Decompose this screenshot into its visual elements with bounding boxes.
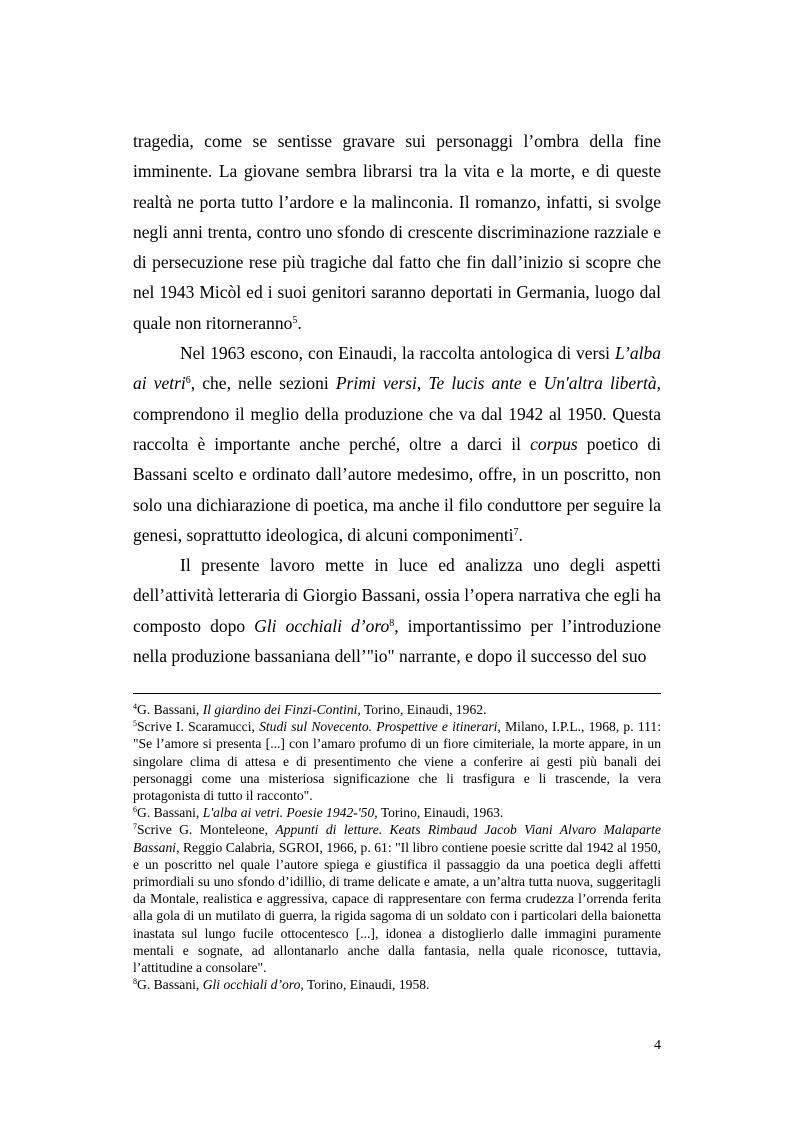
italic-title: L'alba ai vetri. Poesie 1942-'50 (202, 805, 375, 821)
italic-title: Studi sul Novecento. Prospettive e itinerari (259, 719, 498, 735)
footnote-number: 8 (133, 977, 137, 987)
text-run: e (521, 373, 544, 394)
footnote-ref-5[interactable]: 5 (292, 314, 298, 326)
text-run: . (518, 524, 523, 545)
text-run: Scrive I. Scaramucci, (137, 719, 260, 735)
text-run: , Torino, Einaudi, 1962. (357, 702, 487, 717)
footnote-6 (133, 804, 661, 821)
italic-title: Un'altra libertà (543, 373, 657, 394)
text-run: , (416, 373, 429, 394)
footnote-number: 4 (133, 702, 137, 711)
footnote-ref-8[interactable]: 8 (389, 617, 395, 629)
italic-title: Appunti di letture. Keats Rimbaud Jacob Viani Alvaro Malaparte Bassani (133, 822, 661, 855)
italic-title: L’alba ai vetri (133, 343, 661, 394)
text-run: , Torino, Einaudi, 1963. (374, 805, 504, 821)
footnote-5 (133, 718, 661, 804)
text-run: G. Bassani, (137, 977, 203, 993)
italic-title: Te lucis ante (428, 373, 522, 394)
footnote-separator (133, 693, 661, 694)
text-run: , importantissimo per l’introduzione nella produzione bassaniana dell’"io" narrante, e dopo il successo del suo (133, 615, 661, 667)
footnote-7 (133, 821, 661, 976)
page-number: 4 (654, 1038, 661, 1053)
italic-title: Gli occhiali d’oro (202, 977, 301, 993)
footnote-4 (133, 701, 661, 718)
text-run: , Milano, I.P.L., 1968, p. 111: "Se l’amore si presenta [...] con l’amaro profumo di un fiore cimiteriale, la morte appare, in un singolare clima di attesa e di presentimento che viene a conferire ai gesti più banali dei personaggi come una misteriosa significazione che li trasfigura e li trascende, la vera protagonista di tutto il racconto". (133, 719, 661, 804)
text-run: poetico di Bassani scelto e ordinato dall’autore medesimo, offre, in un poscritto, non solo una dichiarazione di poetica, ma anche il filo conduttore per seguire la genesi, soprattutto ideologica, di alcuni componimenti (133, 433, 661, 545)
paragraph-1 (133, 126, 661, 338)
text-run: , comprendono il meglio della produzione che va dal 1942 al 1950. Questa raccolta è importante anche perché, oltre a darci il (133, 373, 661, 454)
italic-word: corpus (530, 433, 578, 454)
paragraph-3 (133, 550, 661, 671)
paragraph-2 (133, 338, 661, 550)
text-run: Nel 1963 escono, con Einaudi, la raccolta antologica di versi (180, 343, 615, 364)
text-run: , Torino, Einaudi, 1958. (300, 977, 430, 993)
text-run: Il presente lavoro mette in luce ed analizza uno degli aspetti dell’attività letteraria di Giorgio Bassani, ossia l’opera narrativa che egli ha composto dopo (133, 555, 661, 636)
text-run: G. Bassani, (137, 702, 203, 717)
footnotes (133, 701, 661, 993)
text-run: G. Bassani, (137, 805, 203, 821)
italic-title: Gli occhiali d’oro (254, 615, 390, 636)
footnote-8 (133, 976, 661, 993)
italic-title: Il giardino dei Finzi-Contini (202, 702, 358, 717)
footnote-number: 5 (133, 719, 137, 729)
text-run: tragedia, come se sentisse gravare sui personaggi l’ombra della fine imminente. La giovane sembra librarsi tra la vita e la morte, e di queste realtà ne porta tutto l’ardore e la malinconia. Il romanzo, infatti, si svolge negli anni trenta, contro uno sfondo di crescente discriminazione razziale e di persecuzione rese più tragiche dal fatto che fin dall’inizio si scopre che nel 1943 Micòl ed i suoi genitori saranno deportati in Germania, luogo dal quale non ritorneranno (133, 131, 661, 333)
text-run: , Reggio Calabria, SGROI, 1966, p. 61: "Il libro contiene poesie scritte dal 1942 al 1950, e un poscritto nel quale l’autore spiega e giustifica il passaggio da una poetica degli affetti primordiali su uno sfondo d’idillio, di trame delicate e amate, a un’altra tutta nuova, suggeritagli da Montale, realistica e aggressiva, capace di rappresentare con ferma crudezza l’orrenda ferita alla gola di un mutilato di guerra, la rigida sagoma di un soldato con i particolari della baionetta inastata sul lungo fucile ottocentesco [...], idonea a distoglierlo dalle immagini puramente mentali e sognate, ad allontanarlo anche dalla fantasia, nella quale riconosce, tuttavia, l’attitudine a consolare". (133, 839, 661, 976)
text-run: . (297, 312, 302, 333)
body-text (133, 126, 661, 671)
text-run: , che, nelle sezioni (190, 373, 336, 394)
footnote-number: 6 (133, 805, 137, 815)
footnote-ref-6[interactable]: 6 (185, 375, 191, 387)
footnote-ref-7[interactable]: 7 (513, 526, 519, 538)
italic-title: Primi versi (335, 373, 417, 394)
text-run: Scrive G. Monteleone, (137, 822, 276, 838)
footnote-number: 7 (133, 822, 137, 832)
